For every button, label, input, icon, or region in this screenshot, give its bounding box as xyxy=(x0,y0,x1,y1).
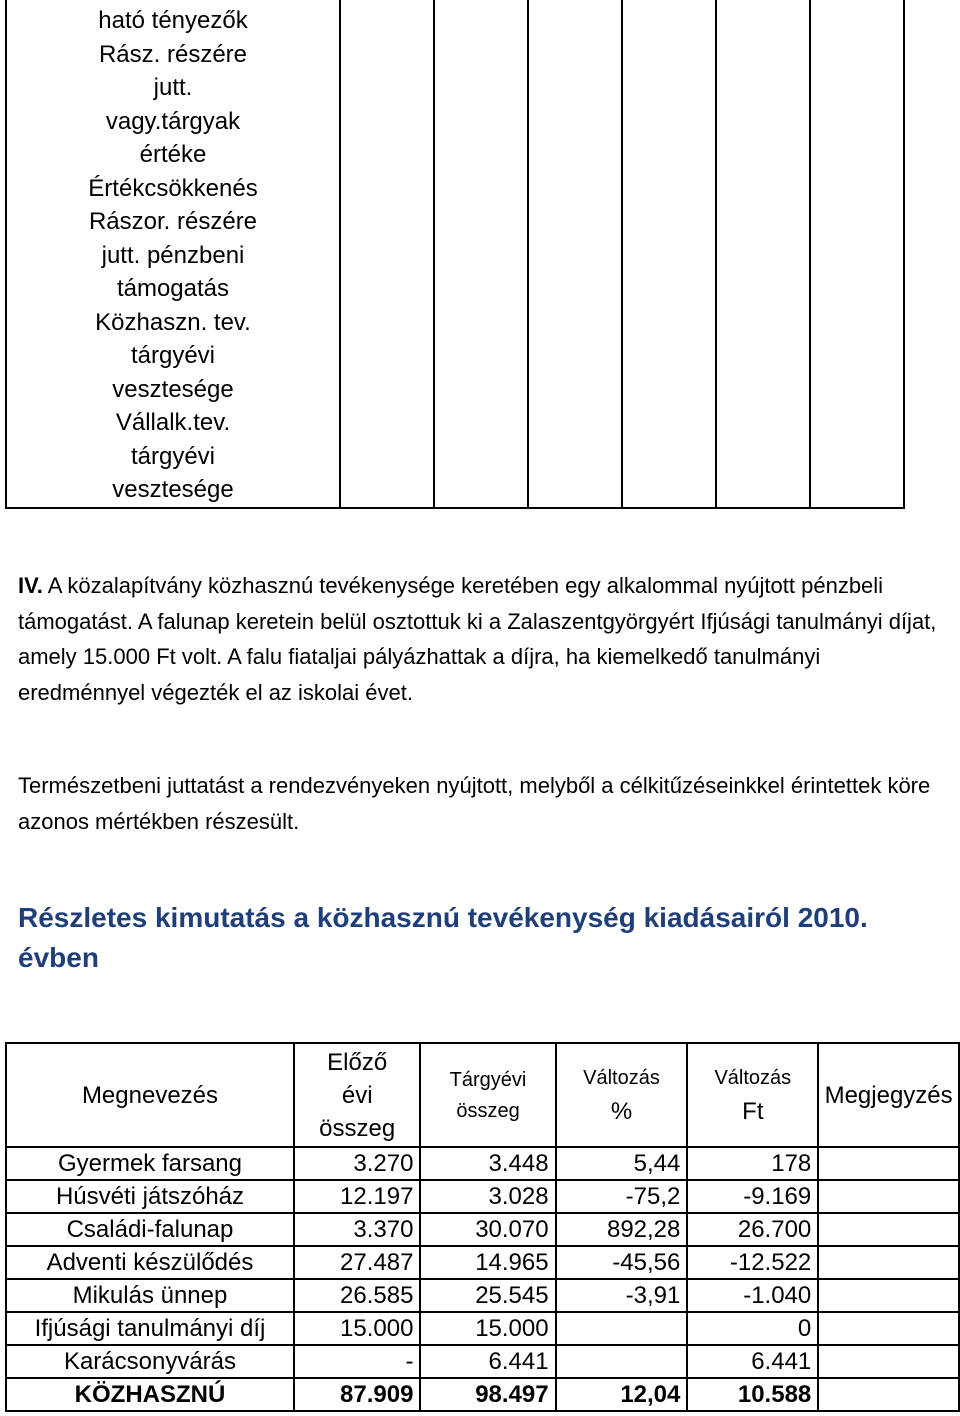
cell-note xyxy=(818,1312,959,1345)
cell-name: Húsvéti játszóház xyxy=(6,1180,294,1213)
top-table-line: tárgyévi xyxy=(130,342,216,369)
header-change-pct-label: Változás xyxy=(583,1067,660,1089)
cell-prev: 27.487 xyxy=(294,1246,420,1279)
top-table-line: Közhaszn. tev. xyxy=(95,308,251,336)
top-table-label-cell xyxy=(6,0,340,508)
top-table-line: Vállalk.tev. xyxy=(115,409,231,436)
cell-current: 25.545 xyxy=(420,1279,555,1312)
cell-note xyxy=(818,1180,959,1213)
header-change-pct xyxy=(556,1043,688,1147)
cell-prev: 87.909 xyxy=(294,1378,420,1411)
cell-note xyxy=(818,1279,959,1312)
table-row xyxy=(6,1246,959,1279)
cell-name: Ifjúsági tanulmányi díj xyxy=(6,1312,294,1345)
cell-ft: 26.700 xyxy=(687,1213,818,1246)
cell-current: 3.448 xyxy=(420,1147,555,1180)
header-name: Megnevezés xyxy=(6,1043,294,1147)
cell-current: 14.965 xyxy=(420,1246,555,1279)
cell-pct xyxy=(556,1312,688,1345)
top-table-cell xyxy=(434,0,528,508)
top-table-cell xyxy=(622,0,716,508)
cell-current: 98.497 xyxy=(420,1378,555,1411)
cell-pct: -45,56 xyxy=(556,1246,688,1279)
table-row xyxy=(6,1345,959,1378)
header-change-ft xyxy=(687,1043,818,1147)
cell-name: Mikulás ünnep xyxy=(6,1279,294,1312)
table-row xyxy=(6,1213,959,1246)
cell-current: 15.000 xyxy=(420,1312,555,1345)
header-current xyxy=(420,1043,555,1147)
top-table-line: vesztesége xyxy=(112,375,234,403)
cell-name: Adventi készülődés xyxy=(6,1246,294,1279)
cell-note xyxy=(818,1213,959,1246)
table-row xyxy=(6,1180,959,1213)
cell-name: Karácsonyvárás xyxy=(6,1345,294,1378)
section-iv-text: A közalapítvány közhasznú tevékenysége keretében egy alkalommal nyújtott pénzbeli támogatást. A falunap keretein belül osztottuk ki a Zalaszentgyörgyért Ifjúsági tanulmányi díjat, amely 15.000 Ft volt. A falu fiataljai pályázhattak a díjra, ha kiemelkedő tanulmányi eredménnyel végezték el az iskolai évet. xyxy=(18,573,937,705)
cell-name: Családi-falunap xyxy=(6,1213,294,1246)
cell-ft: 178 xyxy=(687,1147,818,1180)
section-number: IV. xyxy=(18,573,43,598)
top-table-cell xyxy=(528,0,622,508)
cell-prev: - xyxy=(294,1345,420,1378)
top-table-line: tárgyévi xyxy=(130,442,216,470)
cell-ft: -9.169 xyxy=(687,1180,818,1213)
cell-prev: 26.585 xyxy=(294,1279,420,1312)
top-table-line: Értékcsökkenés xyxy=(88,174,258,202)
cell-ft: 10.588 xyxy=(687,1378,818,1411)
top-table-line: Rász. részére xyxy=(98,40,248,68)
header-current-label: Tárgyévi összeg xyxy=(449,1069,527,1122)
cell-prev: 3.370 xyxy=(294,1213,420,1246)
top-table-line: vesztesége xyxy=(112,476,234,503)
header-current-text xyxy=(433,1064,543,1126)
cell-pct: 892,28 xyxy=(556,1213,688,1246)
cell-current: 30.070 xyxy=(420,1213,555,1246)
top-table-line: értéke xyxy=(139,141,207,168)
cell-note xyxy=(818,1147,959,1180)
cell-prev: 3.270 xyxy=(294,1147,420,1180)
top-table-cell xyxy=(810,0,904,508)
cell-note xyxy=(818,1345,959,1378)
top-table-line: jutt. xyxy=(153,74,193,101)
expenses-table xyxy=(5,1042,960,1412)
cell-pct: 5,44 xyxy=(556,1147,688,1180)
section-iv-paragraph xyxy=(18,568,948,710)
expenses-header-row xyxy=(6,1043,959,1147)
header-change-ft-label: Változás xyxy=(714,1067,792,1089)
top-table-cell xyxy=(716,0,810,508)
cell-ft: 0 xyxy=(687,1312,818,1345)
table-row xyxy=(6,1312,959,1345)
header-prev-text: Előző évi összeg xyxy=(319,1048,396,1142)
top-table-line: támogatás xyxy=(116,275,230,302)
top-table-line: jutt. pénzbeni xyxy=(101,241,245,269)
top-table-cell xyxy=(340,0,434,508)
cell-note xyxy=(818,1378,959,1411)
cell-current: 3.028 xyxy=(420,1180,555,1213)
cell-note xyxy=(818,1246,959,1279)
cell-prev: 12.197 xyxy=(294,1180,420,1213)
table-row xyxy=(6,1279,959,1312)
cell-prev: 15.000 xyxy=(294,1312,420,1345)
cell-name: Gyermek farsang xyxy=(6,1147,294,1180)
top-table-lines xyxy=(7,0,339,507)
cell-ft: -12.522 xyxy=(687,1246,818,1279)
cell-pct: 12,04 xyxy=(556,1378,688,1411)
top-table-line: Rászor. részére xyxy=(88,208,258,235)
top-table-line: vagy.tárgyak xyxy=(105,107,241,135)
cell-name: KÖZHASZNÚ xyxy=(6,1378,294,1411)
header-change-pct-unit: % xyxy=(610,1098,633,1125)
cell-pct xyxy=(556,1345,688,1378)
report-title: Részletes kimutatás a közhasznú tevékenység kiadásairól 2010. évben xyxy=(18,902,868,973)
header-prev xyxy=(294,1043,420,1147)
cell-pct: -3,91 xyxy=(556,1279,688,1312)
header-note: Megjegyzés xyxy=(818,1043,959,1147)
cell-current: 6.441 xyxy=(420,1345,555,1378)
top-table-line: ható tényezők xyxy=(98,7,248,34)
cell-ft: -1.040 xyxy=(687,1279,818,1312)
table-row xyxy=(6,1147,959,1180)
section-iv-paragraph-2: Természetbeni juttatást a rendezvényeken nyújtott, melyből a célkitűzéseinkkel érintettek köre azonos mértékben részesült. xyxy=(18,773,931,834)
cell-pct: -75,2 xyxy=(556,1180,688,1213)
header-change-ft-unit: Ft xyxy=(742,1098,764,1125)
top-table-fragment xyxy=(5,0,905,509)
total-row xyxy=(6,1378,959,1411)
cell-ft: 6.441 xyxy=(687,1345,818,1378)
